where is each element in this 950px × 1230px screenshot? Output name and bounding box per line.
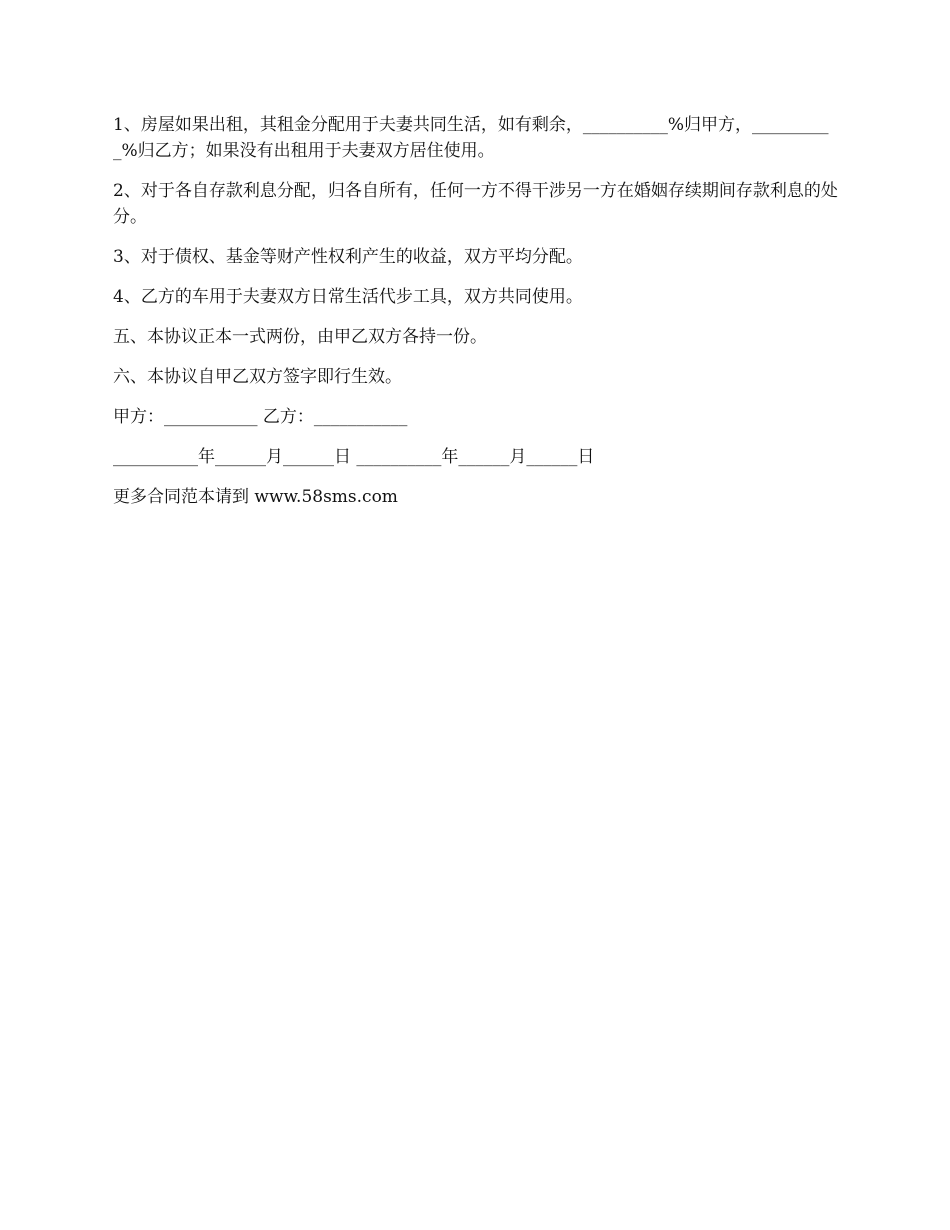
- document-body: [113, 112, 838, 524]
- footer-link-text: 更多合同范本请到 www.58sms.com: [113, 487, 398, 507]
- clause-vehicle-use: 4、乙方的车用于夫妻双方日常生活代步工具，双方共同使用。: [113, 287, 583, 307]
- clause-deposit-interest: 2、对于各自存款利息分配，归各自所有，任何一方不得干涉另一方在婚姻存续期间存款利息的处分。: [113, 181, 838, 227]
- date-line: __________年______月______日 __________年______月______日: [113, 447, 595, 467]
- signature-line: 甲方：___________ 乙方：___________: [113, 407, 408, 427]
- clause-investment-income: 3、对于债权、基金等财产性权利产生的收益，双方平均分配。: [113, 247, 583, 267]
- clause-effective: 六、本协议自甲乙双方签字即行生效。: [113, 367, 402, 387]
- clause-copies: 五、本协议正本一式两份，由甲乙双方各持一份。: [113, 327, 487, 347]
- clause-rent-distribution: 1、房屋如果出租，其租金分配用于夫妻共同生活，如有剩余，__________%归甲方，__________%归乙方；如果没有出租用于夫妻双方居住使用。: [113, 115, 829, 161]
